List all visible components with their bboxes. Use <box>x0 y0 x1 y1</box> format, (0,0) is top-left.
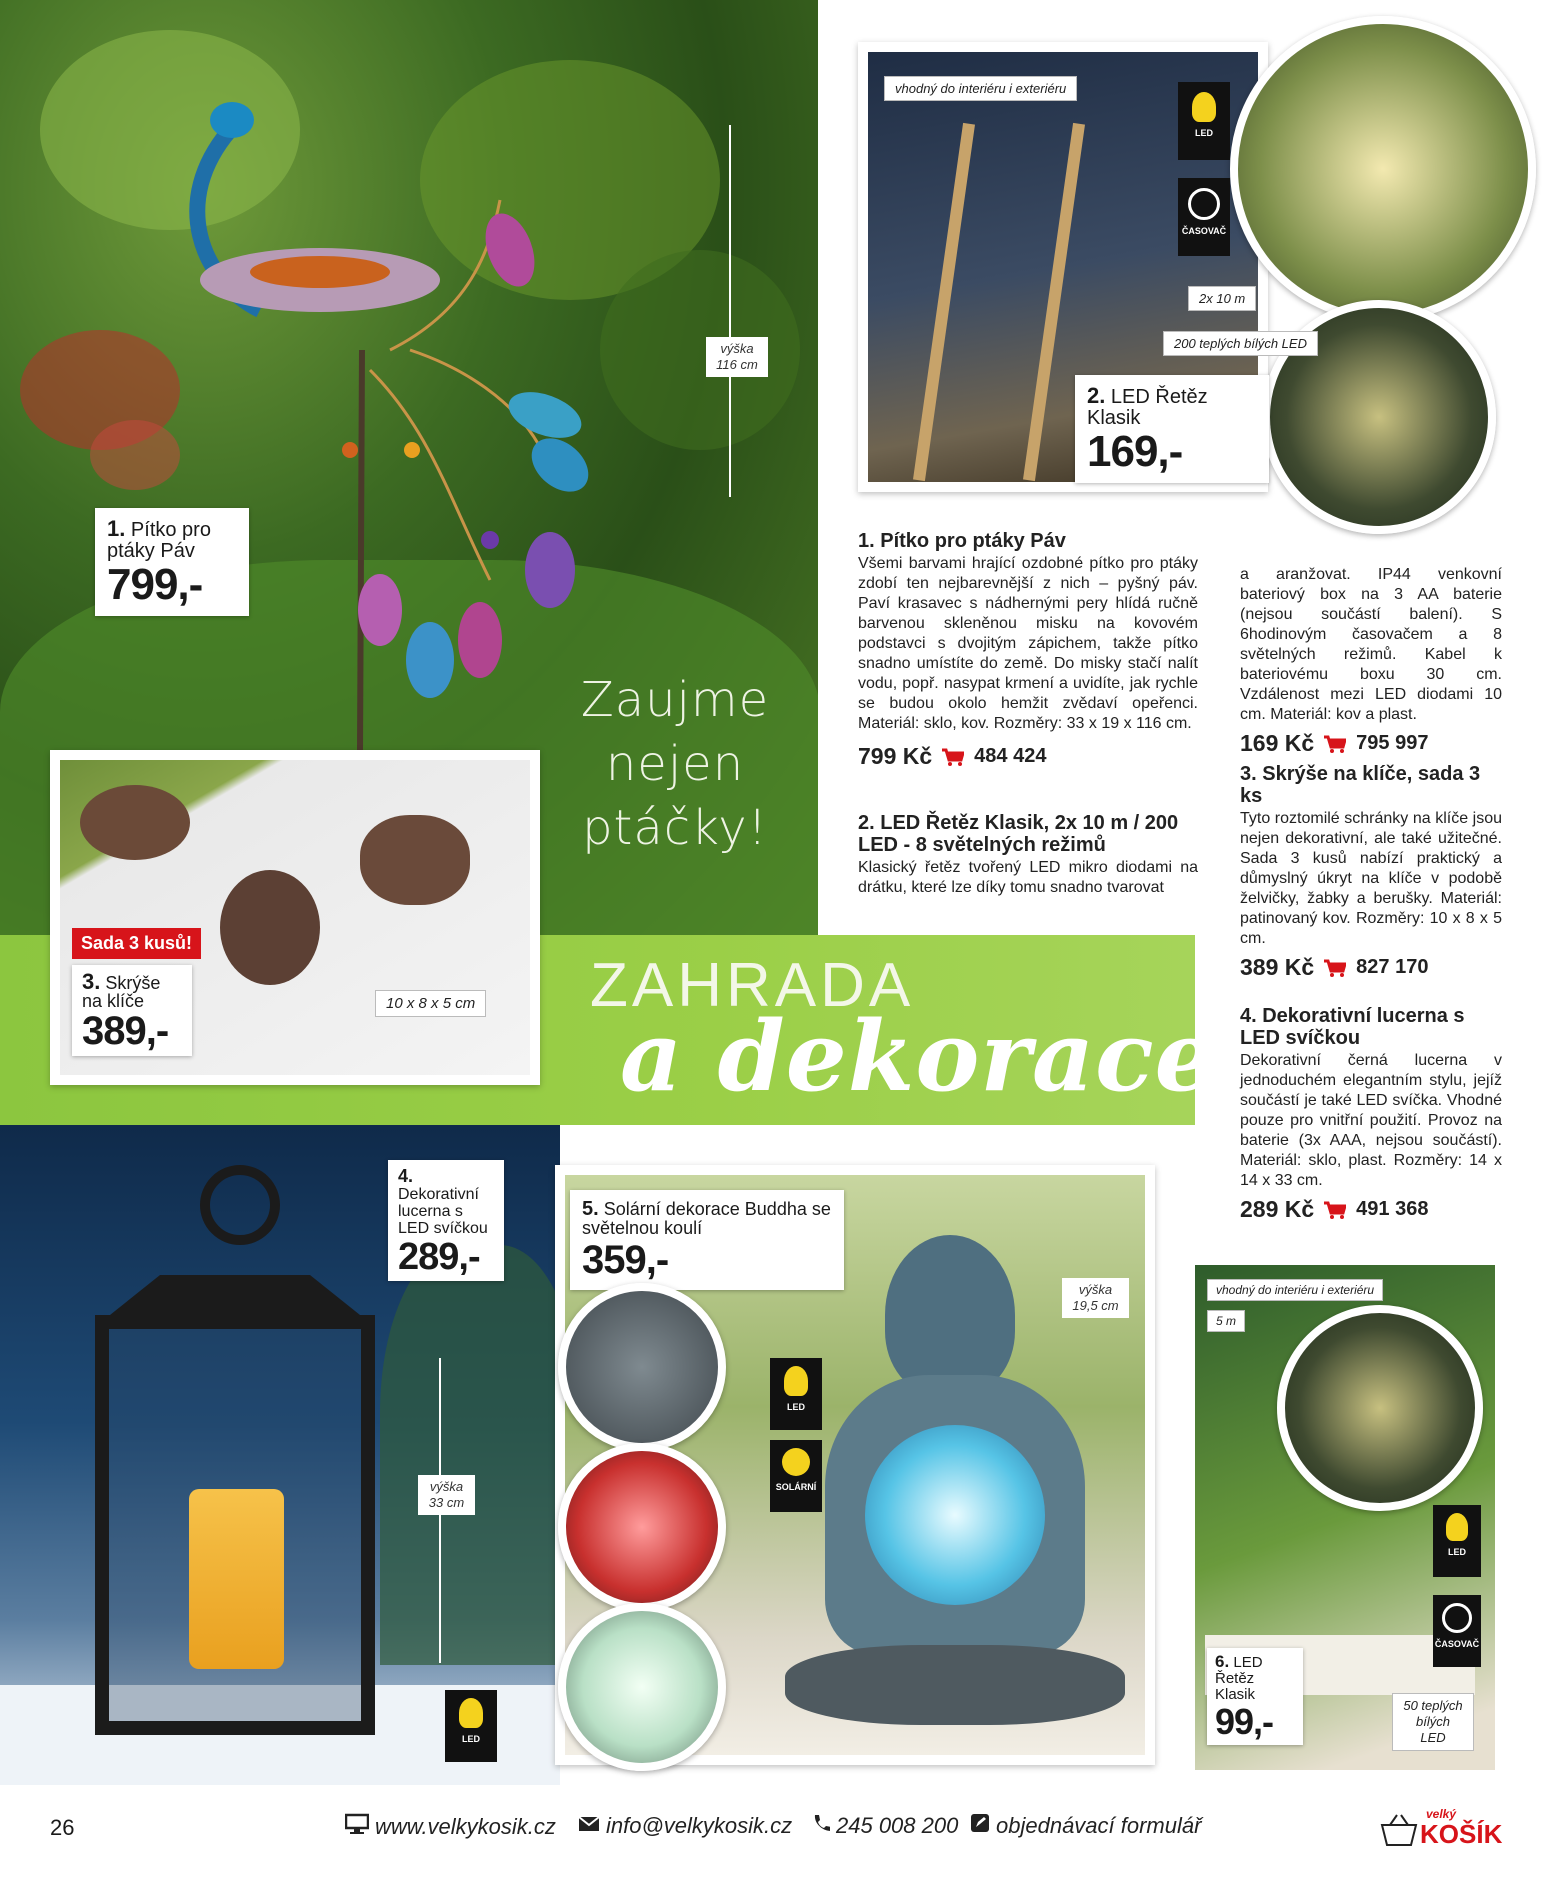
timer-icon <box>1178 178 1230 256</box>
product-code: 484 424 <box>974 745 1047 767</box>
footer-email-link[interactable]: info@velkykosik.cz <box>606 1813 793 1838</box>
price-badge-p5 <box>570 1190 844 1290</box>
product-price: 389 Kč <box>1240 954 1315 980</box>
footer-phone[interactable] <box>812 1813 958 1839</box>
indoor-outdoor-chip: vhodný do interiéru i exteriéru <box>884 76 1077 101</box>
frog-figure <box>360 815 470 905</box>
badge-price: 799,- <box>107 560 203 609</box>
badge-number: 1. <box>107 516 126 541</box>
badge-number: 3. <box>82 969 101 994</box>
lantern-ring <box>200 1165 280 1245</box>
price-badge-p4 <box>388 1160 504 1281</box>
product-title: 4. Dekorativní lucerna s LED svíčkou <box>1240 1005 1465 1049</box>
ladder-rail <box>913 123 975 481</box>
product-title: 2. LED Řetěz Klasik, 2x 10 m / 200 LED - 8 světelných režimů <box>858 812 1179 856</box>
led-icon <box>445 1690 497 1762</box>
product-title: 1. Pítko pro ptáky Páv <box>858 530 1066 552</box>
led-count-chip: 50 teplých bílých LED <box>1392 1693 1474 1751</box>
banner-title: ZAHRADA <box>590 951 915 1020</box>
price-badge-p2 <box>1075 375 1269 483</box>
monitor-icon <box>345 1813 369 1841</box>
length-chip: 2x 10 m <box>1188 286 1256 311</box>
solar-icon <box>770 1440 822 1512</box>
led-icon <box>1178 82 1230 160</box>
badge-number: 2. <box>1087 383 1106 408</box>
glowing-orb <box>865 1425 1045 1605</box>
product-code: 795 997 <box>1356 732 1429 754</box>
product-text-p2 <box>858 812 1198 898</box>
product-code: 491 368 <box>1356 1198 1429 1220</box>
white-orb-circle <box>558 1603 726 1771</box>
timer-icon-label: ČASOVAČ <box>1434 1639 1480 1649</box>
badge-number: 5. <box>582 1198 599 1220</box>
height-tag-p4: výška 33 cm <box>418 1475 475 1515</box>
product-text-p4 <box>1240 1005 1502 1222</box>
solar-icon-label: SOLÁRNÍ <box>775 1482 817 1492</box>
product-description: Klasický řetěz tvořený LED mikro diodami na drátku, které lze díky tomu snadno tvarovat <box>858 859 1198 896</box>
product-description: Dekorativní černá lucerna v jednoduchém elegantním stylu, jejíž součástí je také LED svíčka. Vhodné pouze pro vnitřní použití. Provoz na baterie (3x AAA, nejsou součástí). Materiál: sklo, plast. Rozměry: 14 x 14 x 33 cm. <box>1240 1052 1502 1189</box>
peacock-bird-bath-image <box>170 50 670 750</box>
badge-price: 359,- <box>582 1238 669 1282</box>
badge-product-name: LED Řetěz Klasik <box>1087 386 1208 429</box>
product-text-p2-cont <box>1240 565 1502 756</box>
footer-order-form-link[interactable]: objednávací formulář <box>996 1813 1202 1838</box>
cart-icon <box>1324 959 1346 975</box>
solar-panel-circle <box>558 1283 726 1451</box>
size-chip: 10 x 8 x 5 cm <box>375 990 486 1017</box>
product-code: 827 170 <box>1356 956 1429 978</box>
banner-subtitle: a dekorace <box>620 1000 1217 1113</box>
footer-phone-text[interactable]: 245 008 200 <box>836 1813 959 1838</box>
length-chip: 5 m <box>1207 1310 1245 1332</box>
indoor-outdoor-chip: vhodný do interiéru i exteriéru <box>1207 1279 1383 1301</box>
badge-product-name: Dekorativní lucerna s LED svíčkou <box>398 1186 488 1237</box>
led-chain-fence-circle <box>1230 16 1536 322</box>
buddha-base <box>785 1645 1125 1725</box>
badge-price: 289,- <box>398 1236 480 1278</box>
price-badge-p6 <box>1207 1648 1303 1745</box>
lantern-roof <box>110 1275 360 1315</box>
phone-icon <box>812 1813 830 1839</box>
slogan-line: ptáčky! <box>582 800 768 856</box>
badge-number: 6. <box>1215 1652 1230 1671</box>
height-arrow <box>729 125 731 497</box>
page-footer <box>0 1795 1550 1881</box>
price-badge-p1 <box>95 508 249 616</box>
led-icon-label: LED <box>787 1402 805 1412</box>
badge-product-name: Solární dekorace Buddha se světelnou koulí <box>582 1199 831 1238</box>
fir-tree <box>380 1245 560 1665</box>
basket-icon <box>1380 1813 1418 1849</box>
led-chain-tree-circle <box>1277 1305 1483 1511</box>
led-icon <box>1433 1505 1481 1577</box>
product-description: Tyto roztomilé schránky na klíče jsou nejen dekorativní, ale také užitečné. Sada 3 kusů nabízí praktický a důmyslný úkryt na klíče v podobě želvičky, žabky a berušky. Materiál: patinovaný kov. Rozměry: 10 x 8 x 5 cm. <box>1240 810 1502 947</box>
badge-number: 4. <box>398 1166 414 1186</box>
price-badge-p3 <box>72 965 192 1056</box>
buddha-head <box>885 1235 1015 1395</box>
footer-web-link[interactable]: www.velkykosik.cz <box>375 1814 556 1839</box>
product-description: Všemi barvami hrající ozdobné pítko pro ptáky zdobí ten nejbarevnější z nich – pyšný páv. Paví krasavec s nádhernými pery hlídá ručně barvenou skleněnou misku na kovovém podstavci s dvojitým zápichem, takže pítko snadno umístíte do země. Do misky stačí nalít vodu, popř. nasypat krmení a uvidíte, jak rychle se budou okolo hemžit zvědaví opeřenci. Materiál: sklo, kov. Rozměry: 33 x 19 x 116 cm. <box>858 555 1198 732</box>
ladybug-figure <box>220 870 320 985</box>
lantern-body <box>95 1315 375 1735</box>
product-title: 3. Skrýše na klíče, sada 3 ks <box>1240 763 1481 807</box>
product-text-p1 <box>858 530 1198 769</box>
led-icon-label: LED <box>1195 128 1213 138</box>
timer-icon <box>1433 1595 1481 1667</box>
product-description: a aranžovat. IP44 venkovní bateriový box na 3 AA baterie (nejsou součástí balení). S 6hodinovým časovačem a 8 světelných režimů. Kabel k bateriovému boxu 30 cm. Vzdálenost mezi LED diodami 10 cm. Materiál: kov a plast. <box>1240 566 1502 723</box>
product-price: 169 Kč <box>1240 730 1315 756</box>
cart-icon <box>1324 1201 1346 1217</box>
badge-price: 389,- <box>82 1009 169 1053</box>
led-candle <box>189 1489 284 1669</box>
timer-icon-label: ČASOVAČ <box>1181 226 1227 236</box>
brand-logo <box>1380 1805 1505 1855</box>
badge-price: 169,- <box>1087 427 1183 476</box>
logo-small-text: velký <box>1426 1807 1457 1821</box>
envelope-icon <box>578 1813 600 1839</box>
turtle-figure <box>80 785 190 860</box>
logo-big-text: KOŠÍK <box>1420 1819 1503 1849</box>
slogan-line: nejen <box>605 736 745 792</box>
slogan-line: Zaujme <box>580 672 770 728</box>
cart-icon <box>942 748 964 764</box>
led-icon <box>770 1358 822 1430</box>
badge-product-name: Skrýše na klíče <box>82 973 161 1011</box>
product-card-p6 <box>1195 1265 1495 1770</box>
product-text-p3 <box>1240 763 1502 980</box>
height-tag-p1: výška 116 cm <box>706 337 768 377</box>
led-icon-label: LED <box>1448 1547 1466 1557</box>
led-count-chip: 200 teplých bílých LED <box>1163 331 1318 356</box>
slogan <box>560 668 790 860</box>
badge-product-name: LED Řetěz Klasik <box>1215 1654 1263 1703</box>
product-card-p3 <box>50 750 540 1085</box>
footer-web[interactable] <box>345 1813 556 1841</box>
badge-product-name: Pítko pro ptáky Páv <box>107 519 211 562</box>
set-badge: Sada 3 kusů! <box>72 928 201 959</box>
page-number: 26 <box>50 1815 75 1840</box>
product-price: 289 Kč <box>1240 1196 1315 1222</box>
footer-email[interactable] <box>578 1813 792 1839</box>
badge-price: 99,- <box>1215 1701 1274 1742</box>
height-tag-p5: výška 19,5 cm <box>1062 1278 1129 1318</box>
led-icon-label: LED <box>462 1734 480 1744</box>
cart-icon <box>1324 735 1346 751</box>
product-price: 799 Kč <box>858 743 933 769</box>
footer-order-form[interactable] <box>970 1813 1201 1839</box>
red-orb-circle <box>558 1443 726 1611</box>
form-icon <box>970 1813 990 1839</box>
